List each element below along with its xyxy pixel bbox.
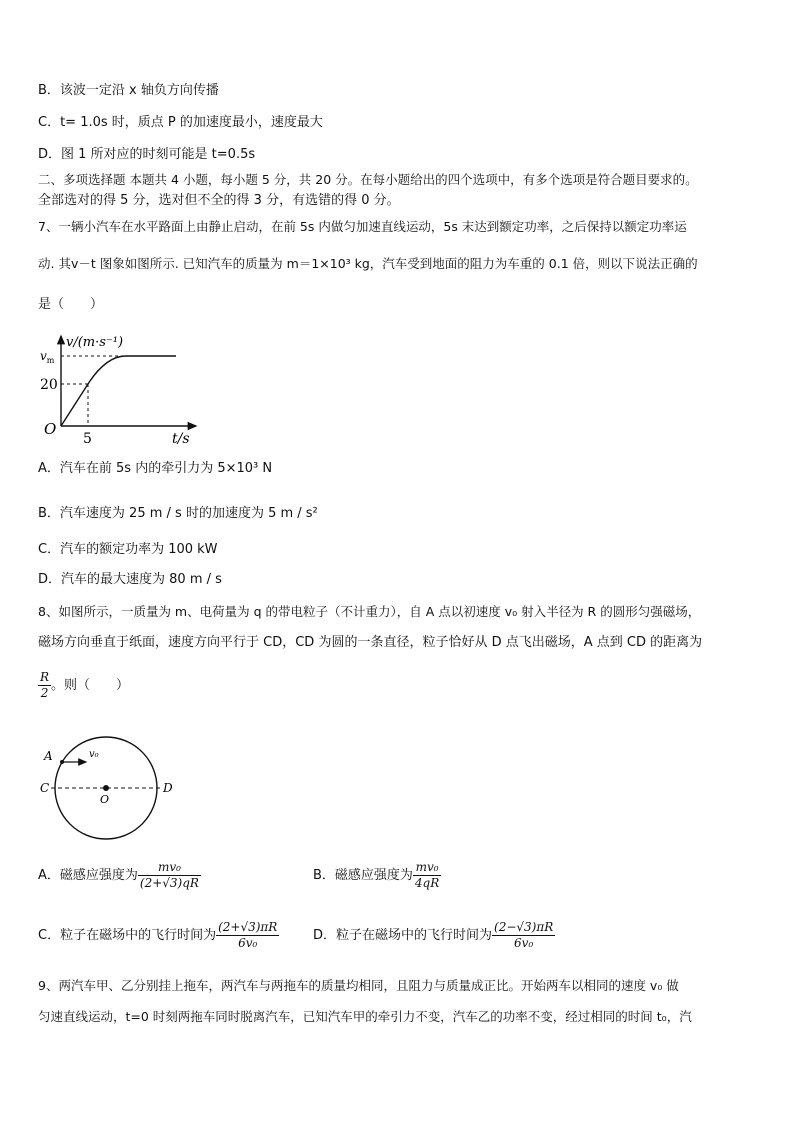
section2-instructions-line1: 二、多项选择题 本题共 4 小题，每小题 5 分，共 20 分。在每小题给出的四个选项中，有多个选项是符合题目要求的。 <box>38 172 698 187</box>
q7-stem-line2: 动. 其v－t 图象如图所示. 已知汽车的质量为 m＝1×10³ kg，汽车受到地面的阻力为车重的 0.1 倍，则以下说法正确的 <box>38 256 698 271</box>
q8-stem-line3: $\frac{R}{2}$ 。则（ ） <box>40 670 130 700</box>
q9-stem-line1: 9、两汽车甲、乙分别挂上拖车，两汽车与两拖车的质量均相同，且阻力与质量成正比。开始两车以相同的速度 v₀ 做 <box>38 978 679 993</box>
fraction-option-c: $\frac{(2+√3)\pi R}{\text{6v₀}}$ <box>218 920 278 950</box>
x-axis-label: t/s <box>172 431 190 447</box>
q8-stem-line2: 磁场方向垂直于纸面，速度方向平行于 CD，CD 为圆的一条直径，粒子恰好从 D 点飞出磁场，A 点到 CD 的距离为 <box>38 635 703 650</box>
q8-option-b: B．磁感应强度为 $\frac{\text{mv₀}}{4qR}$ <box>313 860 440 890</box>
q6-option-b: B．该波一定沿 x 轴负方向传播 <box>38 83 219 98</box>
fraction-option-b: $\frac{\text{mv₀}}{4qR}$ <box>414 860 440 890</box>
q8-stem-line1: 8、如图所示，一质量为 m、电荷量为 q 的带电粒子（不计重力），自 A 点以初速度 v₀ 射入半径为 R 的圆形匀强磁场， <box>38 604 701 619</box>
q8-option-c: C．粒子在磁场中的飞行时间为 $\frac{(2+√3)\pi R}{\text{6v₀}}$ <box>38 920 278 950</box>
y-tick-vm: $v_m$ <box>40 349 55 365</box>
fraction-option-a: $\frac{\text{mv₀}}{(2+√3)qR}$ <box>139 860 199 890</box>
section2-instructions-line2: 全部选对的得 5 分，选对但不全的得 3 分，有选错的得 0 分。 <box>38 193 400 208</box>
x-tick-5: 5 <box>83 431 92 447</box>
q7-stem-line1: 7、一辆小汽车在水平路面上由静止启动，在前 5s 内做匀加速直线运动，5s 末达到额定功率，之后保持以额定功率运 <box>38 219 687 234</box>
y-axis-label: v/(m·s⁻¹) <box>66 335 124 350</box>
fraction-r-over-2: $\frac{R}{2}$ <box>40 670 50 700</box>
q7-option-a: A．汽车在前 5s 内的牵引力为 5×10³ N <box>38 461 273 476</box>
q8-option-d: D．粒子在磁场中的飞行时间为 $\frac{(2-√3)\pi R}{\text{6v₀}}$ <box>313 920 554 950</box>
vt-curve <box>61 356 176 426</box>
vt-graph-figure <box>36 326 206 448</box>
label-o: O <box>100 793 110 806</box>
q6-option-d: D．图 1 所对应的时刻可能是 t=0.5s <box>38 147 256 162</box>
origin-label: O <box>44 420 57 438</box>
q9-stem-line2: 匀速直线运动，t=0 时刻两拖车同时脱离汽车，已知汽车甲的牵引力不变，汽车乙的功率不变，经过相同的时间 t₀，汽 <box>38 1009 692 1024</box>
center-point <box>103 785 109 791</box>
q7-option-d: D．汽车的最大速度为 80 m / s <box>38 572 222 587</box>
q7-option-c: C．汽车的额定功率为 100 kW <box>38 542 218 557</box>
magnetic-field-circle-figure <box>36 728 186 856</box>
label-c: C <box>40 781 50 795</box>
q8-option-a: A．磁感应强度为 $\frac{\text{mv₀}}{(2+√3)qR}$ <box>38 860 199 890</box>
fraction-option-d: $\frac{(2-√3)\pi R}{\text{6v₀}}$ <box>494 920 554 950</box>
q7-option-b: B．汽车速度为 25 m / s 时的加速度为 5 m / s² <box>38 506 318 521</box>
y-tick-20: 20 <box>40 377 58 393</box>
label-v0: v₀ <box>89 749 99 760</box>
q7-stem-line3: 是（ ） <box>38 297 104 312</box>
label-d: D <box>163 781 173 795</box>
label-a: A <box>44 749 53 763</box>
q6-option-c: C．t= 1.0s 时，质点 P 的加速度最小，速度最大 <box>38 115 323 130</box>
